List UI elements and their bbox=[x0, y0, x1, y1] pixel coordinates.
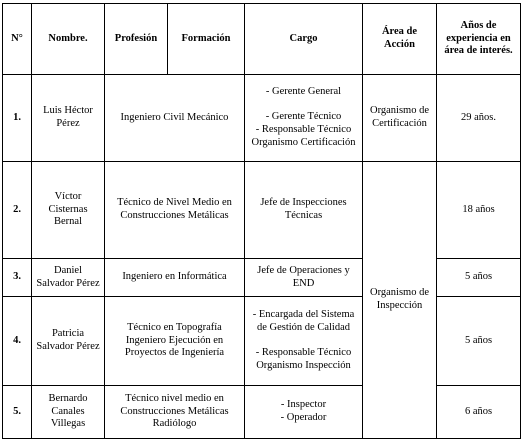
table-row bbox=[3, 75, 521, 162]
cargo-line: - Responsable Técnico Organismo Inspección bbox=[255, 347, 352, 371]
cargo-line: - Gerente Técnico bbox=[265, 111, 342, 123]
row-number: 1. bbox=[3, 75, 32, 162]
header-area: Área de Acción bbox=[363, 4, 437, 75]
row-nombre: Luis Héctor Pérez bbox=[32, 75, 105, 162]
cargo-line: - Responsable Técnico Organismo Certificación bbox=[251, 124, 356, 148]
header-formacion: Formación bbox=[168, 4, 245, 75]
table-row bbox=[3, 386, 521, 439]
header-nombre: Nombre. bbox=[32, 4, 105, 75]
row-anos: 18 años bbox=[437, 162, 521, 259]
row-cargo bbox=[245, 75, 363, 162]
row-anos: 6 años bbox=[437, 386, 521, 439]
row-anos: 5 años bbox=[437, 259, 521, 297]
cargo-line: Jefe de Inspecciones Técnicas bbox=[260, 197, 347, 221]
header-anos: Años de experiencia en área de interés. bbox=[437, 4, 521, 75]
cargo-gap bbox=[248, 99, 359, 111]
row-cargo bbox=[245, 386, 363, 439]
staff-table bbox=[2, 3, 521, 439]
cargo-line: - Gerente General bbox=[265, 86, 342, 98]
header-cargo: Cargo bbox=[245, 4, 363, 75]
header-num: N° bbox=[3, 4, 32, 75]
row-cargo bbox=[245, 297, 363, 386]
row-number: 4. bbox=[3, 297, 32, 386]
row-cargo bbox=[245, 259, 363, 297]
cargo-gap bbox=[248, 335, 359, 347]
row-nombre: Daniel Salvador Pérez bbox=[32, 259, 105, 297]
row-profesion: Técnico en Topografía Ingeniero Ejecución en Proyectos de Ingeniería bbox=[105, 297, 245, 386]
row-nombre: Bernardo Canales Villegas bbox=[32, 386, 105, 439]
row-area-inspeccion: Organismo de Inspección bbox=[363, 162, 437, 439]
row-profesion: Técnico nivel medio en Construcciones Metálicas Radiólogo bbox=[105, 386, 245, 439]
row-cargo bbox=[245, 162, 363, 259]
cargo-line: - Encargada del Sistema de Gestión de Calidad bbox=[252, 309, 355, 334]
row-area: Organismo de Certificación bbox=[363, 75, 437, 162]
row-number: 3. bbox=[3, 259, 32, 297]
cargo-line: Jefe de Operaciones y END bbox=[257, 264, 350, 289]
row-number: 2. bbox=[3, 162, 32, 259]
header-row bbox=[3, 4, 521, 75]
cargo-line: - Inspector bbox=[280, 399, 327, 411]
row-profesion: Ingeniero en Informática bbox=[105, 259, 245, 297]
table-row bbox=[3, 297, 521, 386]
row-profesion: Ingeniero Civil Mecánico bbox=[105, 75, 245, 162]
row-anos: 29 años. bbox=[437, 75, 521, 162]
row-nombre: Víctor Cisternas Bernal bbox=[32, 162, 105, 259]
header-profesion: Profesión bbox=[105, 4, 168, 75]
row-profesion: Técnico de Nivel Medio en Construcciones Metálicas bbox=[105, 162, 245, 259]
table-row bbox=[3, 259, 521, 297]
table-row bbox=[3, 162, 521, 259]
row-nombre: Patricia Salvador Pérez bbox=[32, 297, 105, 386]
cargo-line: - Operador bbox=[280, 412, 327, 423]
row-anos: 5 años bbox=[437, 297, 521, 386]
row-number: 5. bbox=[3, 386, 32, 439]
